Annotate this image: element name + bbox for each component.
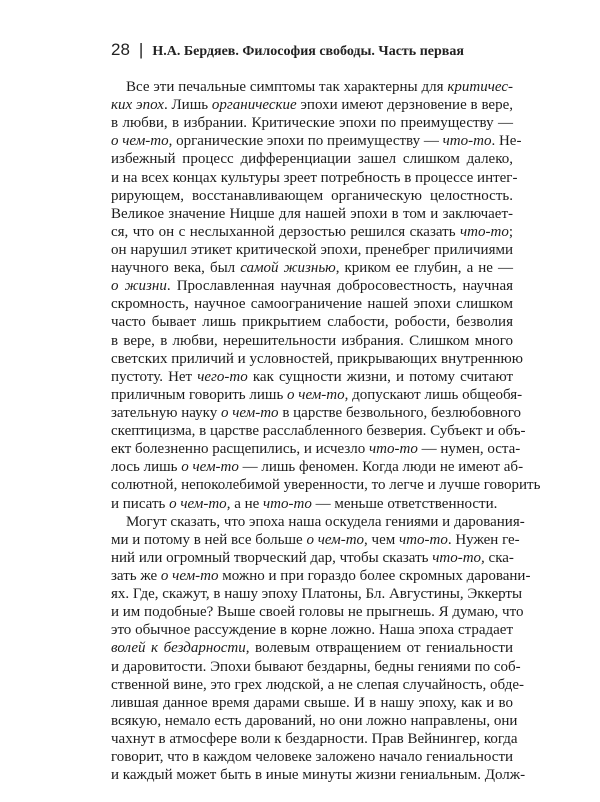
text-span: , криком ее глубин, а не — (335, 260, 514, 277)
text-line (111, 440, 521, 458)
text-line (111, 404, 521, 422)
text-span: он нарушил этикет критической эпохи, пренебрег приличиями (111, 241, 513, 258)
text-line (111, 621, 513, 639)
text-line (111, 748, 513, 766)
text-span: скептицизма, в царстве расслабленного безверия. Субъект и объ- (111, 423, 526, 440)
text-line (111, 639, 513, 657)
text-span: и им подобные? Выше своей головы не прыгнешь. Я думаю, что (111, 604, 524, 621)
text-line (111, 712, 518, 730)
text-line (111, 96, 513, 114)
text-span: лившая данное время дарами свыше. И в нашу эпоху, как и во (111, 694, 513, 711)
text-span: можно и при гораздо более скромных даровани- (218, 567, 531, 584)
text-span: ска- (484, 549, 514, 566)
text-span: , чем (364, 531, 399, 548)
text-line (111, 332, 513, 350)
italic-span: волей к бездарности, (111, 640, 250, 657)
text-line (111, 132, 522, 150)
text-span: говорит, что в каждом человеке заложено начало гениальности (111, 749, 514, 766)
text-span: , допускают лишь общеобя- (344, 386, 523, 403)
text-line (111, 368, 513, 386)
italic-span: что-то, (432, 549, 485, 566)
italic-span: о чем-то (181, 459, 239, 476)
text-span: ся, что он с неслыханной дерзостью решился сказать (111, 223, 460, 240)
text-span: в вере, в любви, нерешительности избрания. Слишком много (111, 332, 513, 349)
text-span: в любви, в избрании. Критические эпохи по преимуществу — (111, 115, 513, 132)
italic-span: о чем-то (160, 567, 219, 584)
text-line (111, 187, 513, 205)
italic-span: о чем-то (220, 404, 279, 421)
text-line (111, 78, 513, 96)
italic-span: о чем-то (169, 495, 227, 512)
text-span: и писать (111, 495, 170, 512)
running-title: Н.А. Бердяев. Философия свободы. Часть первая (152, 44, 464, 59)
text-line (111, 766, 526, 784)
text-line (111, 150, 513, 168)
text-span: рирующем, восстанавливающем органическую целостность. (111, 187, 513, 204)
text-span: . Лишь (163, 97, 212, 114)
text-span: ми и потому в ней все больше (111, 531, 307, 548)
text-span: солютной, непоколебимой уверенности, то легче и лучше говорить (111, 477, 541, 494)
text-line (111, 495, 513, 513)
italic-span: ких эпох (111, 97, 164, 114)
text-span: волевым отвращением от гениальности (249, 640, 513, 657)
italic-span: органические (211, 97, 297, 114)
text-line (111, 676, 525, 694)
text-line (111, 259, 513, 277)
text-span: Все эти печальные симптомы так характерны для (126, 79, 448, 95)
italic-span: чего-то (197, 368, 248, 385)
text-span: ственной вине, это грех людской, а не слепая случайность, обде- (111, 676, 525, 693)
text-span: и даровитости. Эпохи бывают бездарны, бедны гениями по соб- (111, 658, 521, 675)
text-line (111, 549, 513, 567)
header-separator: | (138, 40, 144, 59)
text-line (111, 169, 518, 187)
text-span: приличным говорить лишь (111, 386, 288, 403)
text-line (111, 567, 531, 585)
text-line (111, 513, 525, 531)
text-span: лось лишь (111, 459, 182, 476)
text-span: это обычное рассуждение в корне ложно. Наша эпоха страдает (111, 622, 513, 639)
text-span: часто бывает лишь прикрытием слабости, робости, безволия (111, 314, 513, 331)
text-span: зательную науку (111, 404, 221, 421)
text-span: — меньше ответственности. (311, 495, 498, 512)
text-line (111, 114, 513, 132)
text-span: ; (508, 223, 513, 240)
text-line (111, 603, 524, 621)
text-span: , органические эпохи по преимуществу — (168, 133, 443, 150)
text-span: ях. Где, скажут, в нашу эпоху Платоны, Бл. Августины, Эккерты (111, 586, 523, 603)
text-span: чахнут в атмосфере воли к бездарности. Прав Вейнингер, когда (111, 730, 518, 747)
text-line (111, 422, 526, 440)
italic-span: о жизни (111, 278, 167, 295)
text-span: пустоту. Нет (111, 368, 198, 385)
text-line (111, 585, 523, 603)
italic-span: что-то (399, 531, 448, 548)
italic-span: о чем-то (111, 133, 169, 150)
text-line (111, 241, 513, 259)
text-span: и на всех концах культуры зреет потребность в процессе интег- (111, 169, 518, 186)
italic-span: что-то (442, 133, 492, 150)
text-line (111, 295, 513, 313)
text-span: . Нужен ге- (447, 531, 520, 548)
text-line (111, 223, 513, 241)
italic-span: критичес- (447, 79, 513, 95)
text-line (111, 386, 523, 404)
text-span: — лишь феномен. Когда люди не имеют аб- (238, 459, 524, 476)
body-text (111, 78, 541, 796)
text-span: научного века, был (111, 260, 241, 277)
page-number: 28 (111, 40, 130, 59)
text-span: ект болезненно расщепились, и исчезло (111, 441, 370, 458)
text-span: Могут сказать, что эпоха наша оскудела гениями и дарования- (126, 513, 525, 530)
italic-span: что-то (263, 495, 312, 512)
text-span: и каждый может быть в иные минуты жизни гениальным. Долж- (111, 767, 526, 784)
text-span: скромность, научное самоограничение нашей эпохи слишком (111, 296, 513, 313)
text-line (111, 476, 541, 494)
text-line (111, 730, 518, 748)
text-line (111, 277, 513, 295)
text-span: , а не (226, 495, 264, 512)
italic-span: о чем-то (306, 531, 365, 548)
text-line (111, 694, 513, 712)
text-span: светских приличий и условностей, прикрывающих внутреннюю (111, 350, 523, 367)
text-line (111, 458, 524, 476)
text-span: в царстве безвольного, безлюбовного (278, 404, 521, 421)
text-span: как сущности жизни, и потому считают (247, 368, 514, 385)
text-span: . Прославленная научная добросовестность, научная (166, 278, 513, 295)
text-span: Великое значение Ницше для нашей эпохи в том и заключает- (111, 205, 513, 222)
text-line (111, 531, 520, 549)
text-span: зать же (111, 567, 161, 584)
text-span: эпохи имеют дерзновение в вере, (296, 97, 513, 114)
text-span: — нумен, оста- (417, 441, 521, 458)
text-span: избежный процесс дифференциации зашел слишком далеко, (111, 151, 513, 168)
text-line (111, 658, 521, 676)
italic-span: что-то (460, 223, 509, 240)
italic-span: самой жизнью (240, 260, 336, 277)
text-line (111, 313, 513, 331)
text-line (111, 350, 523, 368)
page-header (111, 40, 531, 62)
text-span: . Не- (491, 133, 522, 150)
text-span: всякую, немало есть дарований, но они ложно направлены, они (111, 712, 518, 729)
text-line (111, 205, 513, 223)
text-span: ний или огромный творческий дар, чтобы сказать (111, 549, 433, 566)
italic-span: о чем-то (287, 386, 345, 403)
italic-span: что-то (369, 441, 418, 458)
